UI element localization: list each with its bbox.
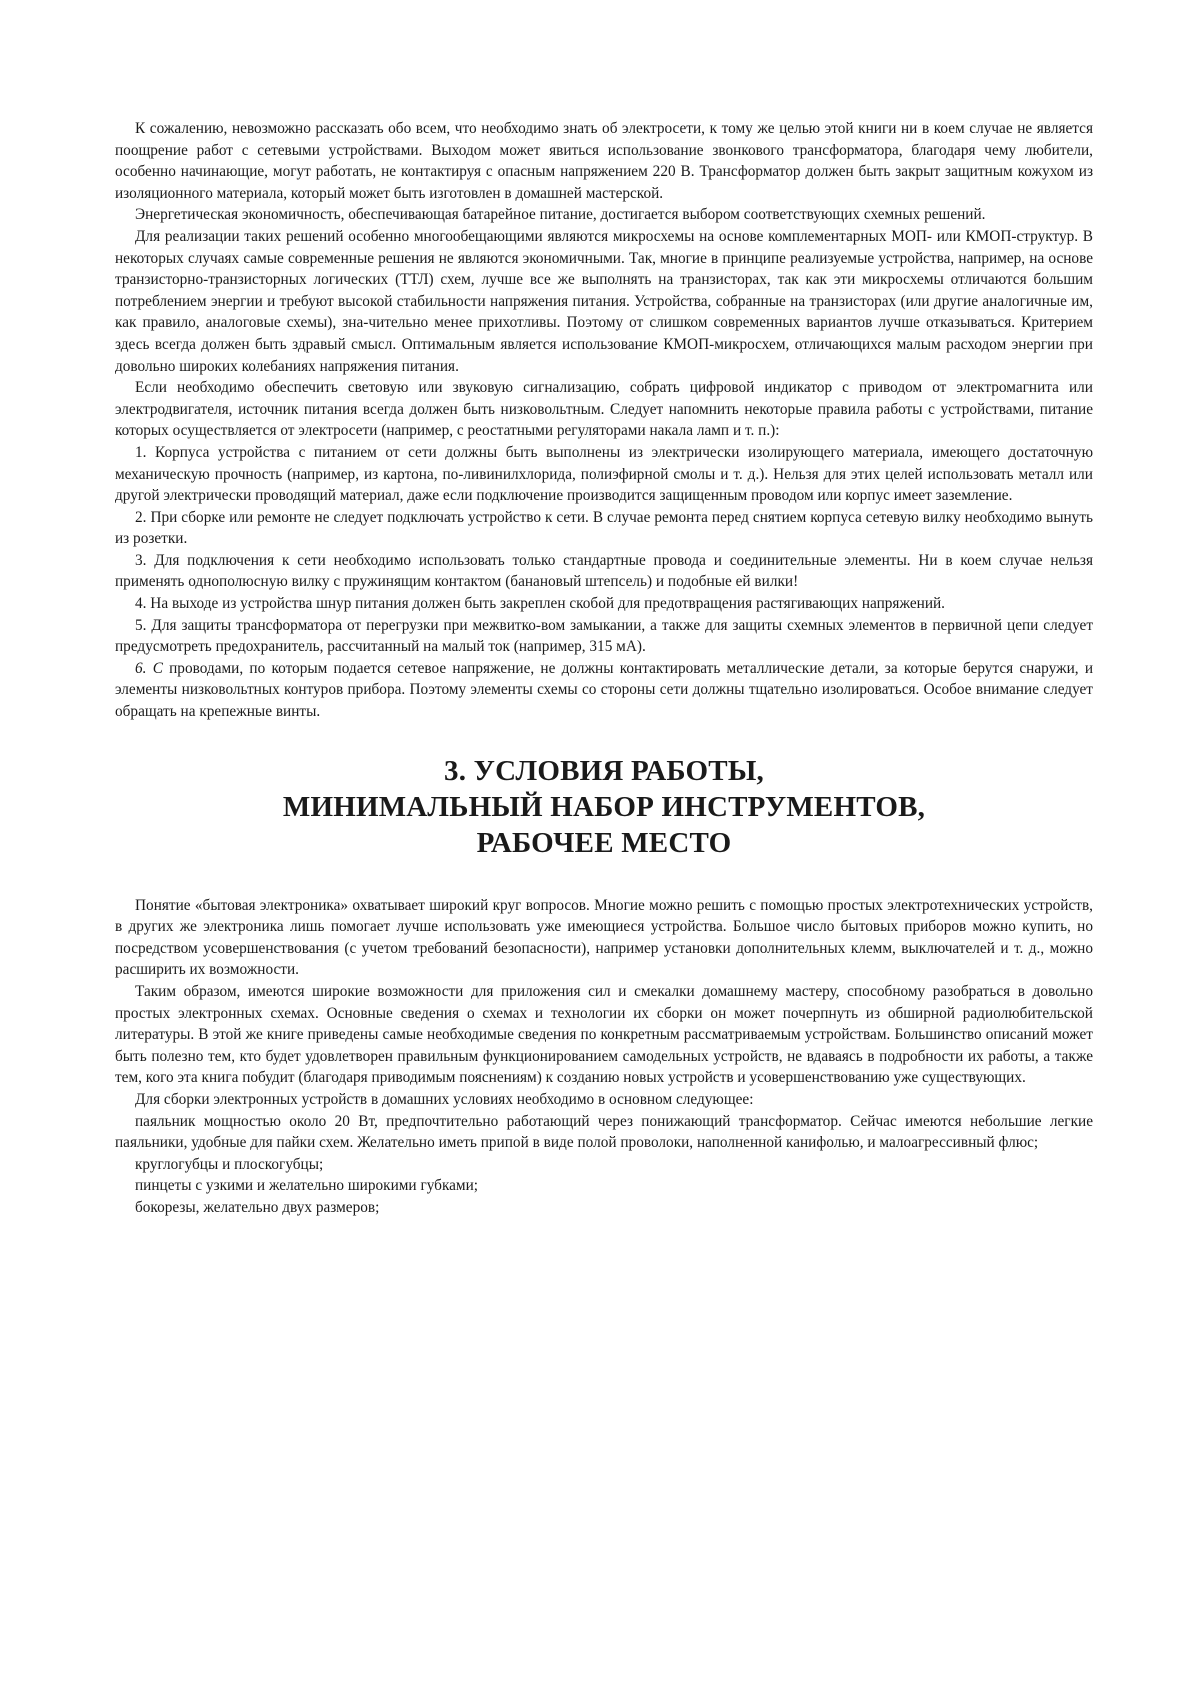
list-item: пинцеты с узкими и желательно широкими губками;	[135, 1177, 479, 1195]
paragraph: Энергетическая экономичность, обеспечивающая батарейное питание, достигается выбором соответствующих схемных решений.	[135, 206, 986, 224]
list-item	[115, 658, 1093, 723]
paragraph: Для реализации таких решений особенно многообещающими являются микросхемы на основе комплементарных МОП- или КМОП-структур. В некоторых случаях самые современные решения не являются экономичными. Так, многие в принципе реализуемые устройства, например, на основе транзисторно-транзисторных логических (ТТЛ) схем, лучше все же выполнять на транзисторах, так как эти микросхемы отличаются большим потреблением энергии и требуют высокой стабильности напряжения питания. Устройства, собранные на транзисторах (или другие аналогичные им, как правило, аналоговые схемы), зна-чительно менее прихотливы. Поэтому от слишком современных вариантов лучше отказываться. Критерием здесь всегда должен быть здравый смысл. Оптимальным является использование КМОП-микросхем, отличающихся малым расходом энергии при довольно широких колебаниях напряжения питания.	[115, 227, 1093, 375]
list-item: 2. При сборке или ремонте не следует подключать устройство к сети. В случае ремонта перед снятием корпуса сетевую вилку необходимо вынуть из розетки.	[115, 508, 1093, 548]
list-item: 1. Корпуса устройства с питанием от сети должны быть выполнены из электрически изолирующего материала, имеющего достаточную механическую прочность (например, из картона, по-ливинилхлорида, полиэфирной смолы и т. д.). Нельзя для этих целей использовать металл или другой электрически проводящий материал, даже если подключение производится защищенным проводом или корпус имеет заземление.	[115, 443, 1093, 505]
paragraph: Для сборки электронных устройств в домашних условиях необходимо в основном следующее:	[135, 1090, 754, 1108]
document-page	[115, 118, 1093, 1219]
paragraph: Если необходимо обеспечить световую или звуковую сигнализацию, собрать цифровой индикатор с приводом от электромагнита или электродвигателя, источник питания всегда должен быть низковольтным. Следует напомнить некоторые правила работы с устройствами, питание которых осуществляется от электросети (например, с реостатными регуляторами накала ламп и т. п.):	[115, 379, 1093, 440]
list-item-text: проводами, по которым подается сетевое напряжение, не должны контактировать металлические детали, за которые берутся снаружи, и элементы низковольтных контуров прибора. Поэтому элементы схемы со стороны сети должны тщательно изолироваться. Особое внимание следует обращать на крепежные винты.	[115, 659, 1094, 721]
paragraph: Понятие «бытовая электроника» охватывает широкий круг вопросов. Многие можно решить с помощью простых электротехнических устройств, в других же электроника лишь помогает лучше использовать уже имеющиеся устройства. Большое число бытовых приборов можно купить, но посредством усовершенствования (с учетом требований безопасности), например установки дополнительных клемм, выключателей и т. д., можно расширить их возможности.	[115, 896, 1093, 979]
list-item: паяльник мощностью около 20 Вт, предпочтительно работающий через понижающий трансформатор. Сейчас имеются небольшие легкие паяльники, удобные для пайки схем. Желательно иметь припой в виде полой проволоки, наполненной канифолью, и малоагрессивный флюс;	[115, 1112, 1093, 1152]
list-item-number: 6. С	[135, 659, 163, 677]
list-item: 5. Для защиты трансформатора от перегрузки при межвитко-вом замыкании, а также для защиты схемных элементов в первичной цепи следует предусмотреть предохранитель, рассчитанный на малый ток (например, 315 мА).	[115, 616, 1093, 656]
paragraph: Таким образом, имеются широкие возможности для приложения сил и смекалки домашнему мастеру, способному разобраться в довольно простых электронных схемах. Основные сведения о схемах и технологии их сборки он может почерпнуть из обширной радиолюбительской литературы. В этой же книге приведены самые необходимые сведения по конкретным рассматриваемым устройствам. Большинство описаний может быть полезно тем, кто будет удовлетворен правильным функционированием самодельных устройств, не вдаваясь в подробности их работы, а также тем, кого эта книга побудит (благодаря приводимым пояснениям) к созданию новых устройств и усовершенствованию уже существующих.	[115, 983, 1093, 1087]
heading-line: МИНИМАЛЬНЫЙ НАБОР ИНСТРУМЕНТОВ,	[282, 790, 926, 823]
list-item: бокорезы, желательно двух размеров;	[135, 1198, 380, 1216]
list-item: круглогубцы и плоскогубцы;	[135, 1155, 324, 1173]
heading-line: 3. УСЛОВИЯ РАБОТЫ,	[444, 754, 764, 787]
section-heading	[115, 753, 1093, 861]
list-item: 4. На выходе из устройства шнур питания должен быть закреплен скобой для предотвращения растягивающих напряжений.	[135, 595, 946, 613]
list-item: 3. Для подключения к сети необходимо использовать только стандартные провода и соединительные элементы. Ни в коем случае нельзя применять однополюсную вилку с пружинящим контактом (банановый штепсель) и подобные ей вилки!	[115, 551, 1093, 591]
paragraph: К сожалению, невозможно рассказать обо всем, что необходимо знать об электросети, к тому же целью этой книги ни в коем случае не является поощрение работ с сетевыми устройствами. Выходом может явиться использование звонкового трансформатора, благодаря чему любители, особенно начинающие, могут работать, не контактируя с опасным напряжением 220 В. Трансформатор должен быть закрыт защитным кожухом из изоляционного материала, который может быть изготовлен в домашней мастерской.	[115, 120, 1093, 202]
heading-line: РАБОЧЕЕ МЕСТО	[476, 826, 732, 859]
